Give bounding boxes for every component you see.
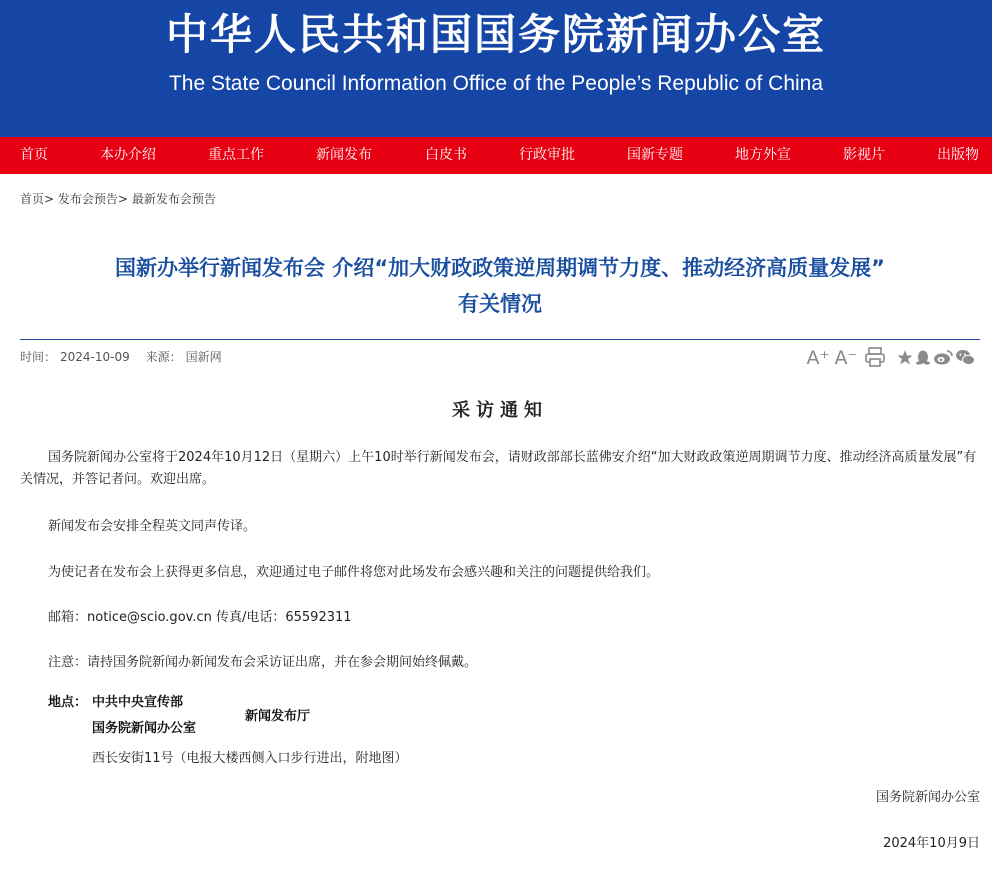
notice-contact: 邮箱：notice@scio.gov.cn 传真/电话：65592311 xyxy=(48,610,352,625)
nav-item-about[interactable]: 本办介绍 xyxy=(100,147,156,163)
weibo-icon[interactable] xyxy=(933,346,953,370)
nav-item-home[interactable]: 首页 xyxy=(20,147,48,163)
qq-icon[interactable] xyxy=(915,346,931,370)
site-header-banner xyxy=(0,0,992,137)
time-label: 时间： xyxy=(20,350,57,364)
notice-heading: 采访通知 xyxy=(452,400,548,421)
nav-item-admin-approval[interactable]: 行政审批 xyxy=(519,147,575,163)
article-title-line1: 国新办举行新闻发布会 介绍“加大财政政策逆周期调节力度、推动经济高质量发展” xyxy=(115,256,885,280)
notice-paragraph-3: 为使记者在发布会上获得更多信息，欢迎通过电子邮件将您对此场发布会感兴趣和关注的问题提供给我们。 xyxy=(48,565,660,580)
wechat-icon[interactable] xyxy=(955,346,975,370)
breadcrumb-level1[interactable]: 发布会预告 xyxy=(57,192,118,206)
breadcrumb-separator: > xyxy=(44,192,55,206)
breadcrumb-home[interactable]: 首页 xyxy=(20,192,45,206)
nav-item-topics[interactable]: 国新专题 xyxy=(627,147,683,163)
breadcrumb-separator: > xyxy=(117,192,128,206)
nav-item-films[interactable]: 影视片 xyxy=(843,147,885,163)
time-value: 2024-10-09 xyxy=(60,350,130,364)
nav-item-publications[interactable]: 出版物 xyxy=(937,147,979,163)
notice-paragraph-1: 国务院新闻办公室将于2024年10月12日（星期六）上午10时举行新闻发布会，请财政部部长蓝佛安介绍“加大财政政策逆周期调节力度、推动经济高质量发展”有关情况，并答记者问。欢迎出席。 xyxy=(20,450,977,487)
nav-item-press-release[interactable]: 新闻发布 xyxy=(316,147,372,163)
nav-item-key-work[interactable]: 重点工作 xyxy=(208,147,264,163)
site-title-cn: 中华人民共和国国务院新闻办公室 xyxy=(165,10,826,59)
location-line-2: 国务院新闻办公室 xyxy=(92,721,197,736)
star-icon[interactable] xyxy=(897,346,913,370)
nav-item-local[interactable]: 地方外宣 xyxy=(735,147,791,163)
source-label: 来源： xyxy=(145,350,182,364)
location-label: 地点： xyxy=(48,695,88,710)
notice-paragraph-2: 新闻发布会安排全程英文同声传译。 xyxy=(48,519,257,534)
notice-attention: 注意：请持国务院新闻办新闻发布会采访证出席，并在参会期间始终佩戴。 xyxy=(48,655,478,670)
source-value: 国新网 xyxy=(185,350,222,364)
article-title-line2: 有关情况 xyxy=(458,292,542,316)
breadcrumb-level2[interactable]: 最新发布会预告 xyxy=(131,192,216,206)
notice-date: 2024年10月9日 xyxy=(883,836,980,851)
article-meta xyxy=(20,347,226,367)
location-hall: 新闻发布厅 xyxy=(245,709,311,724)
site-title-en: The State Council Information Office of the People’s Republic of China xyxy=(168,72,824,95)
signature: 国务院新闻办公室 xyxy=(875,790,980,805)
location-line-1: 中共中央宣传部 xyxy=(92,695,184,710)
main-nav xyxy=(0,137,992,174)
print-icon[interactable] xyxy=(864,346,886,370)
nav-item-white-papers[interactable]: 白皮书 xyxy=(425,147,467,163)
article-title xyxy=(20,250,980,322)
location-address: 西长安街11号（电报大楼西侧入口步行进出，附地图） xyxy=(92,751,408,766)
font-smaller-button[interactable]: A⁻ xyxy=(834,347,858,369)
title-divider xyxy=(20,339,980,340)
article-tools xyxy=(806,346,980,370)
breadcrumb xyxy=(20,189,216,209)
font-larger-button[interactable]: A⁺ xyxy=(806,347,830,369)
